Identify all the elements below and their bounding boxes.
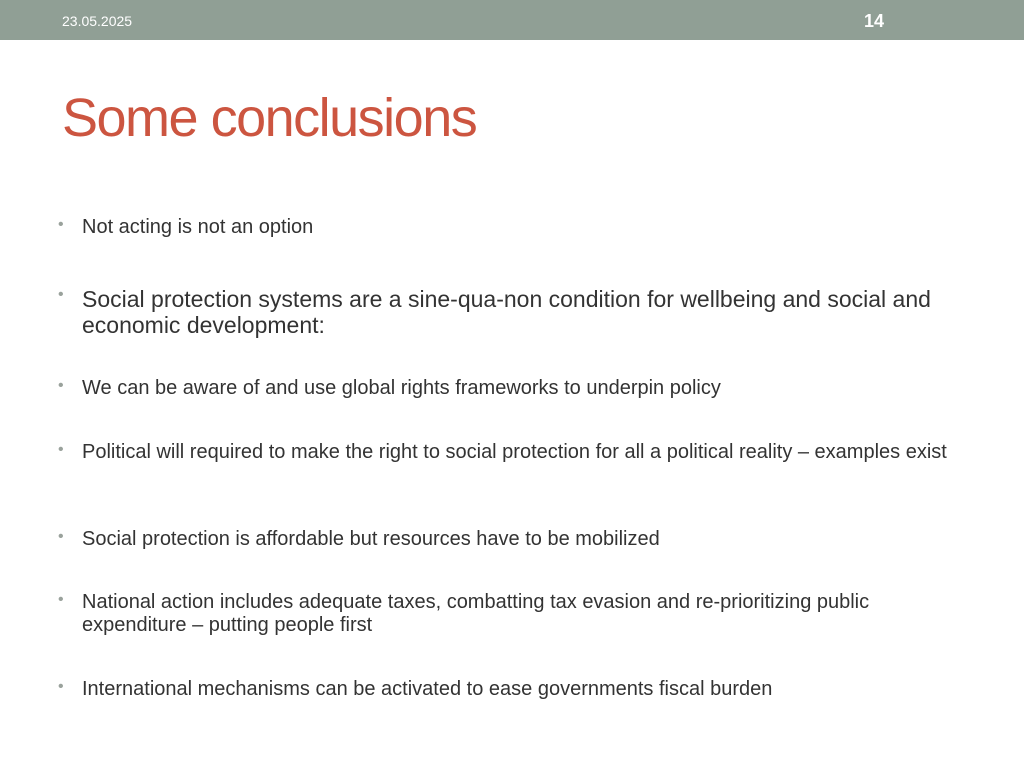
bullet-text: Not acting is not an option bbox=[82, 216, 314, 238]
bullet-dot-icon: • bbox=[58, 286, 64, 303]
bullet-text: National action includes adequate taxes, combatting tax evasion and re-prioritizing public expenditure – putting people first bbox=[82, 591, 870, 636]
bullet-dot-icon: • bbox=[58, 528, 64, 545]
slide-page-number: 14 bbox=[864, 11, 885, 31]
bullet-text: We can be aware of and use global rights frameworks to underpin policy bbox=[82, 377, 721, 399]
bullet-dot-icon: • bbox=[58, 678, 64, 695]
bullet-text: Social protection is affordable but resources have to be mobilized bbox=[82, 528, 660, 550]
slide-title: Some conclusions bbox=[62, 88, 477, 148]
header-bar bbox=[0, 0, 1024, 40]
bullet-text: Social protection systems are a sine-qua-non condition for wellbeing and social and economic development: bbox=[82, 286, 931, 338]
bullet-text: International mechanisms can be activated to ease governments fiscal burden bbox=[82, 678, 773, 700]
bullet-dot-icon: • bbox=[58, 441, 64, 458]
bullet-dot-icon: • bbox=[58, 377, 64, 394]
bullet-dot-icon: • bbox=[58, 216, 64, 233]
bullet-text: Political will required to make the right to social protection for all a political reality – examples exist bbox=[82, 441, 947, 463]
slide-date: 23.05.2025 bbox=[62, 13, 133, 29]
bullet-dot-icon: • bbox=[58, 591, 64, 608]
